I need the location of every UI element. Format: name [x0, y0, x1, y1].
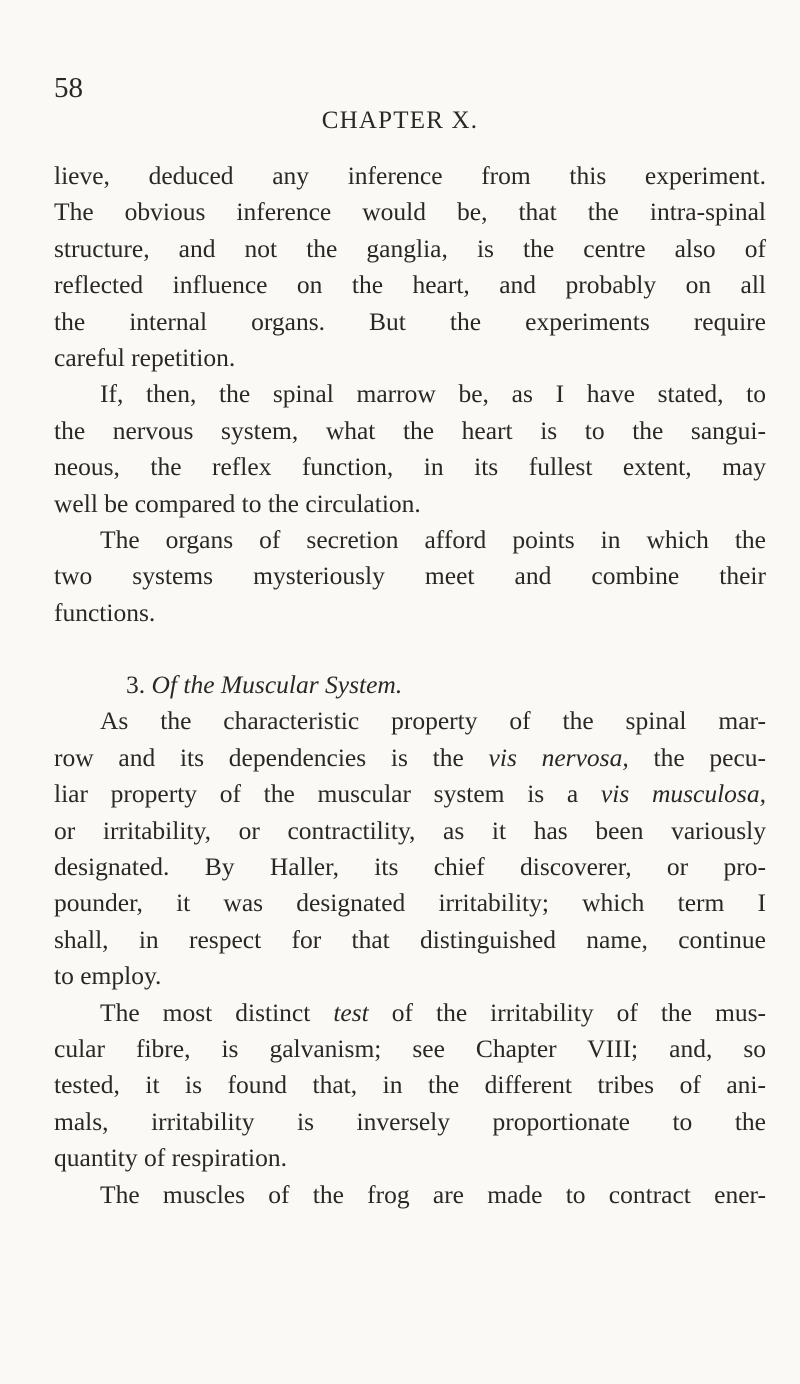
text-line: As the characteristic property of the spinal mar-: [100, 706, 766, 736]
text-run: liar property of the muscular system is a: [54, 779, 601, 809]
italic-term: vis musculosa,: [600, 779, 766, 809]
text-line: lieve, deduced any inference from this experiment.: [54, 161, 766, 190]
text-line: [54, 740, 766, 776]
text-line: or irritability, or contractility, as it has been variously: [54, 815, 766, 845]
text-line: neous, the reflex function, in its fullest extent, may: [54, 452, 766, 482]
text-line: tested, it is found that, in the different tribes of ani-: [54, 1070, 766, 1100]
text-line: functions.: [54, 597, 156, 627]
page-number: 58: [54, 72, 83, 104]
text-line: cular fibre, is galvanism; see Chapter VIII; and, so: [54, 1033, 766, 1063]
text-line: careful repetition.: [54, 342, 236, 372]
text-line: quantity of respiration.: [54, 1143, 287, 1173]
text-line: [54, 995, 766, 1031]
section-heading: [54, 667, 766, 703]
running-head: CHAPTER X.: [321, 107, 479, 134]
section-title: Of the Muscular System.: [151, 670, 403, 700]
text-line: the internal organs. But the experiments require: [54, 306, 766, 336]
text-line: to employ.: [54, 961, 162, 991]
text-line: the nervous system, what the heart is to the sangui-: [54, 415, 766, 445]
text-line: structure, and not the ganglia, is the centre also of: [54, 233, 766, 263]
text-line: designated. By Haller, its chief discoverer, or pro-: [54, 852, 766, 882]
text-line: mals, irritability is inversely proportionate to the: [54, 1106, 766, 1136]
text-line: If, then, the spinal marrow be, as I have stated, to: [100, 379, 766, 409]
text-line: pounder, it was designated irritability; which term I: [54, 888, 766, 918]
body-text: [54, 158, 766, 1213]
text-line: The muscles of the frog are made to contract ener-: [100, 1179, 766, 1209]
section-number: 3.: [126, 670, 146, 700]
text-line: reflected influence on the heart, and probably on all: [54, 270, 766, 300]
text-run: of the irritability of the mus-: [368, 997, 766, 1027]
text-line: two systems mysteriously meet and combine their: [54, 561, 766, 591]
text-line: The obvious inference would be, that the intra-spinal: [54, 197, 766, 227]
text-run: row and its dependencies is the: [54, 742, 489, 772]
text-line: well be compared to the circulation.: [54, 488, 421, 518]
text-run: The most distinct: [100, 997, 334, 1027]
text-line: [54, 776, 766, 812]
text-run: the pecu-: [628, 742, 767, 772]
text-line: shall, in respect for that distinguished name, continue: [54, 924, 766, 954]
italic-term: vis nervosa,: [488, 742, 629, 772]
text-line: The organs of secretion afford points in which the: [100, 524, 766, 554]
italic-term: test: [333, 997, 369, 1027]
